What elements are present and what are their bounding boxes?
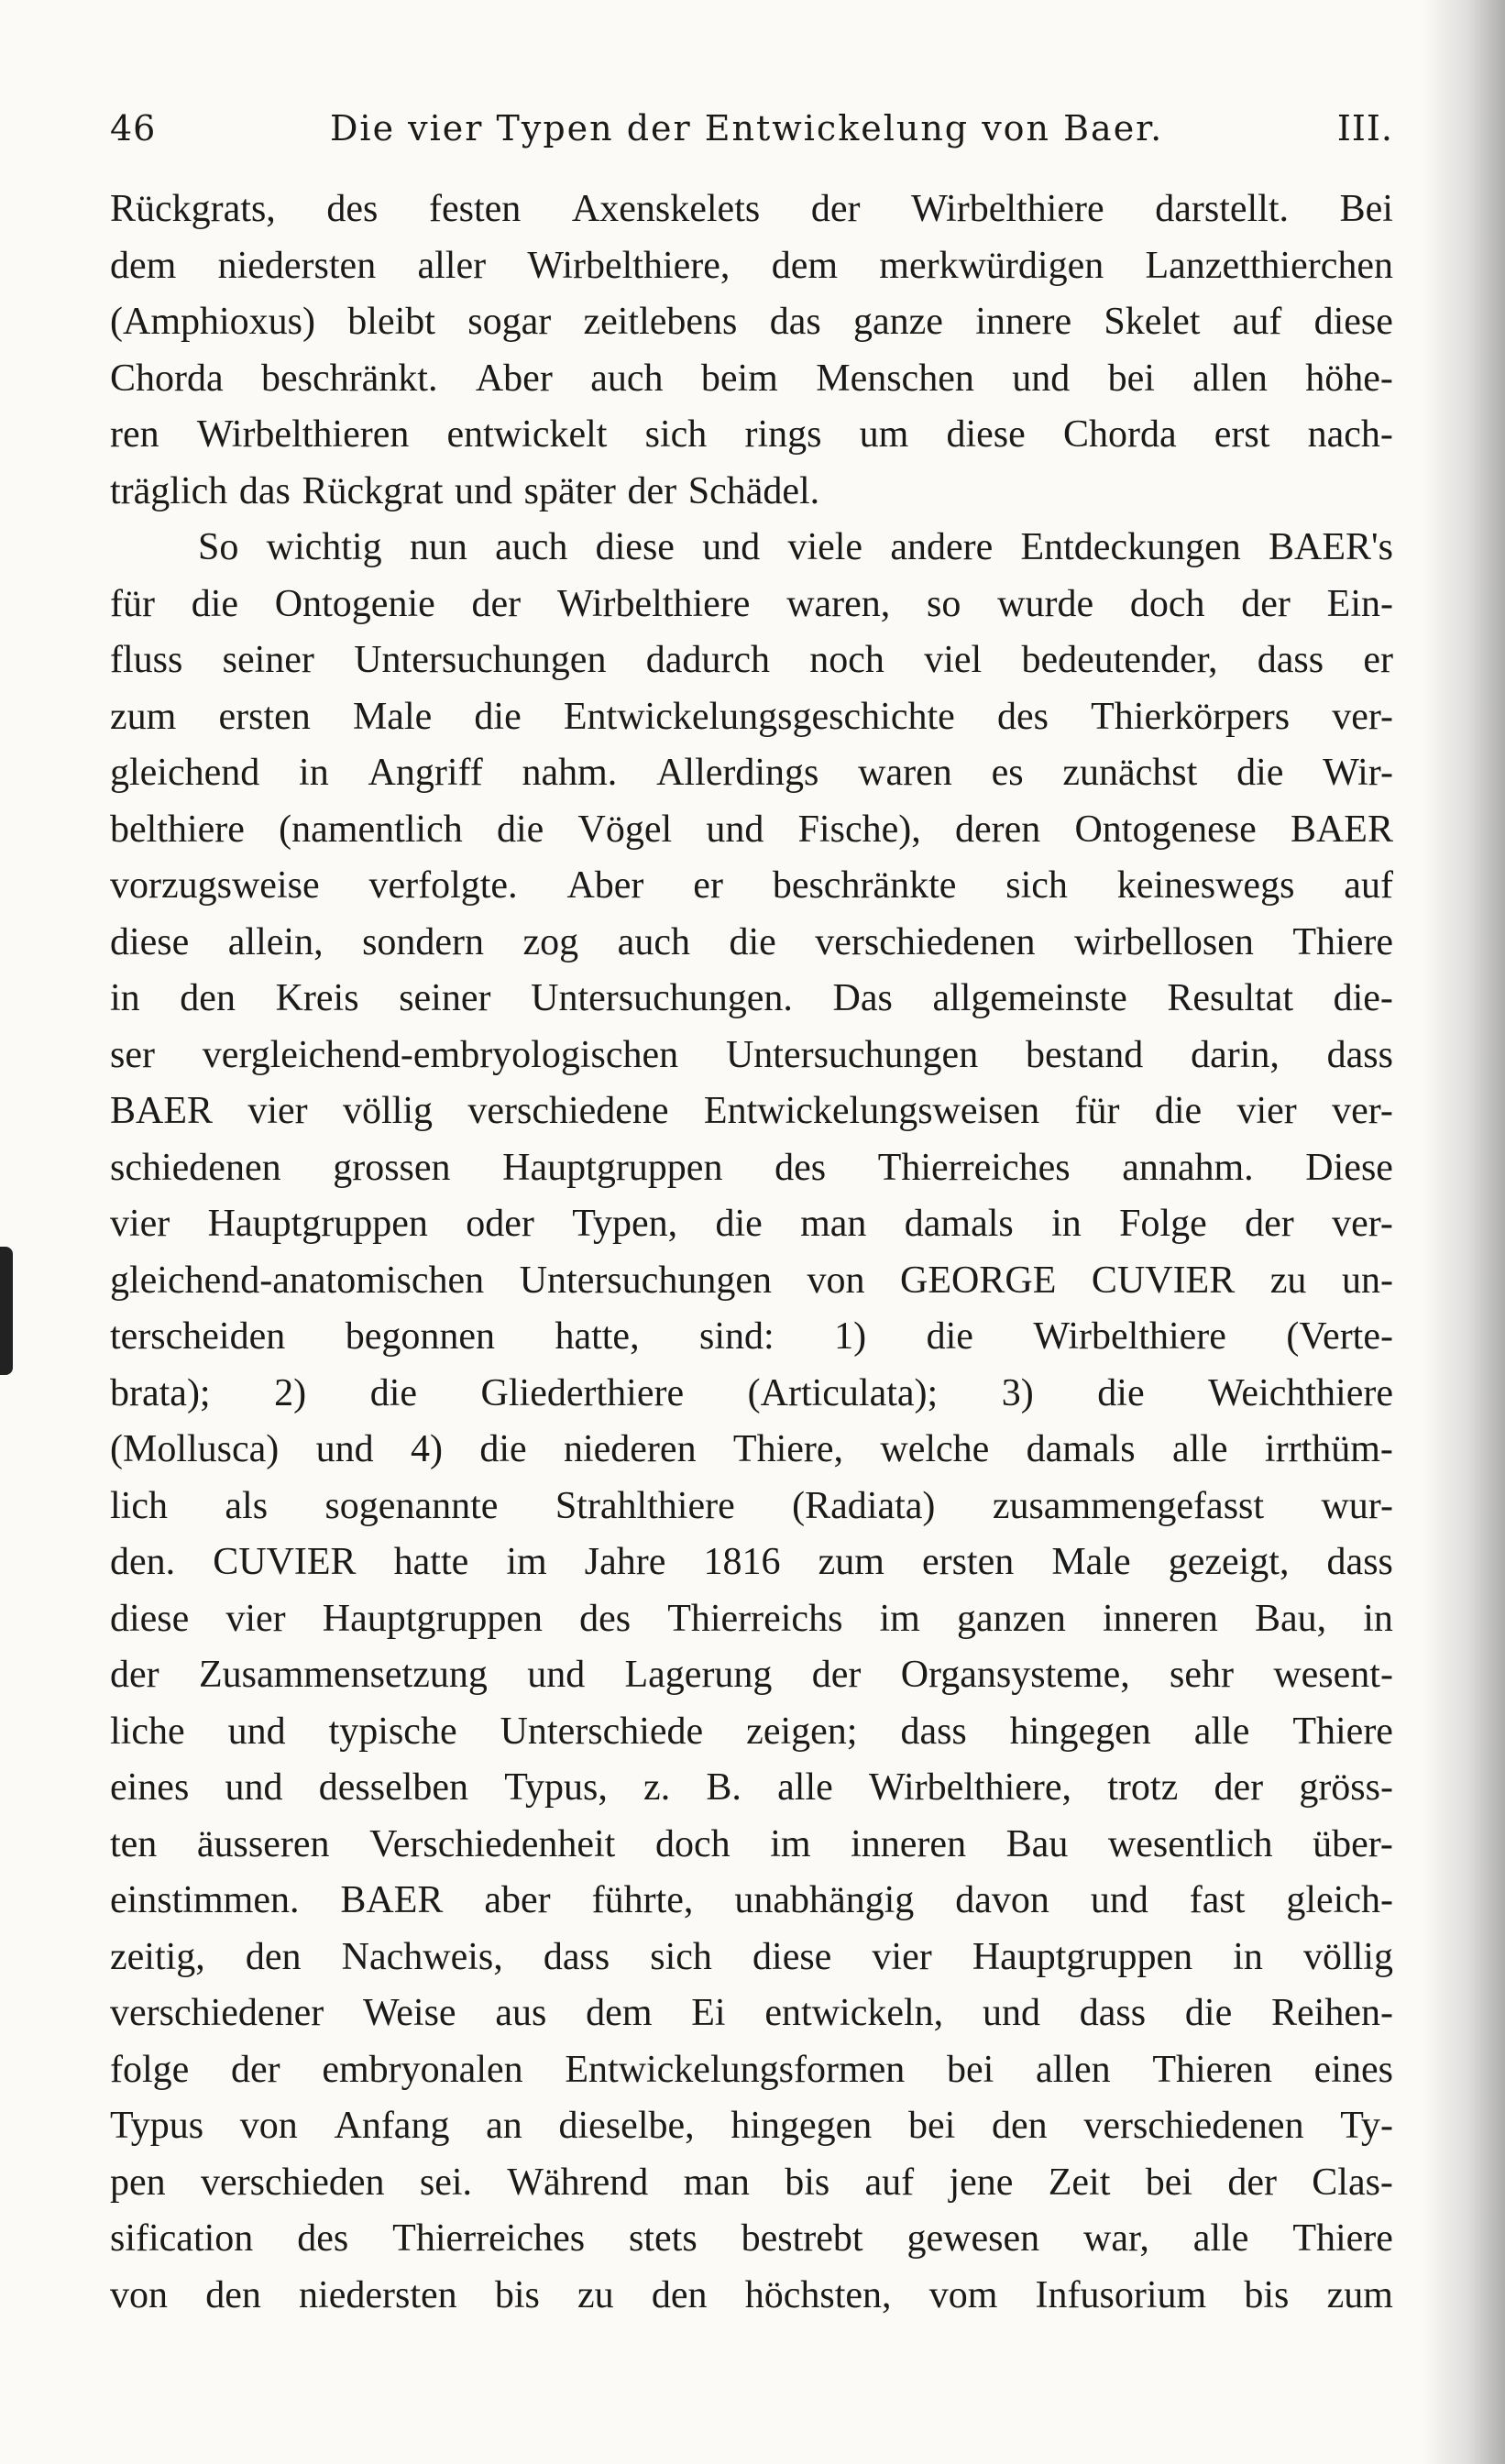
text-line: eines und desselben Typus, z. B. alle Wirbelthiere, trotz der gröss-: [110, 1766, 1393, 1809]
text-line: Rückgrats, des festen Axenskelets der Wirbelthiere darstellt. Bei: [110, 188, 1393, 230]
text-line: sification des Thierreiches stets bestrebt gewesen war, alle Thiere: [110, 2217, 1393, 2260]
text-line: träglich das Rückgrat und später der Schädel.: [110, 469, 820, 512]
text-line: Typus von Anfang an dieselbe, hingegen bei den verschiedenen Ty-: [110, 2105, 1393, 2147]
text-line: in den Kreis seiner Untersuchungen. Das allgemeinste Resultat die-: [110, 977, 1393, 1019]
text-line: diese vier Hauptgruppen des Thierreichs im ganzen inneren Bau, in: [110, 1597, 1393, 1640]
text-line: fluss seiner Untersuchungen dadurch noch viel bedeutender, dass er: [110, 639, 1393, 681]
text-line: (Mollusca) und 4) die niederen Thiere, welche damals alle irrthüm-: [110, 1428, 1393, 1470]
text-line: dem niedersten aller Wirbelthiere, dem merkwürdigen Lanzetthierchen: [110, 244, 1393, 287]
text-line: von den niedersten bis zu den höchsten, vom Infusorium bis zum: [110, 2273, 1393, 2316]
text-line: diese allein, sondern zog auch die verschiedenen wirbellosen Thiere: [110, 920, 1393, 963]
page-number: 46: [110, 108, 157, 148]
text-line: zeitig, den Nachweis, dass sich diese vier Hauptgruppen in völlig: [110, 1935, 1393, 1978]
text-line: brata); 2) die Gliederthiere (Articulata); 3) die Weichthiere: [110, 1371, 1393, 1414]
text-line: belthiere (namentlich die Vögel und Fische), deren Ontogenese BAER: [110, 808, 1393, 851]
text-line: terscheiden begonnen hatte, sind: 1) die Wirbelthiere (Verte-: [110, 1315, 1393, 1358]
text-line: für die Ontogenie der Wirbelthiere waren, so wurde doch der Ein-: [110, 582, 1393, 625]
running-header: [110, 108, 1393, 148]
text-line: ten äusseren Verschiedenheit doch im inneren Bau wesentlich über-: [110, 1822, 1393, 1865]
text-line: vorzugsweise verfolgte. Aber er beschränkte sich keineswegs auf: [110, 864, 1393, 907]
running-title: Die vier Typen der Entwickelung von Baer.: [329, 108, 1164, 148]
text-line: So wichtig nun auch diese und viele andere Entdeckungen BAER's: [198, 526, 1393, 568]
text-line: der Zusammensetzung und Lagerung der Organsysteme, sehr wesent-: [110, 1654, 1393, 1696]
text-line: pen verschieden sei. Während man bis auf jene Zeit bei der Clas-: [110, 2161, 1393, 2204]
text-line: verschiedener Weise aus dem Ei entwickeln, und dass die Reihen-: [110, 1992, 1393, 2034]
chapter-number: III.: [1336, 108, 1393, 148]
page-edge-shadow: [1423, 0, 1505, 2464]
text-line: gleichend in Angriff nahm. Allerdings waren es zunächst die Wir-: [110, 752, 1393, 794]
text-line: gleichend-anatomischen Untersuchungen von GEORGE CUVIER zu un-: [110, 1259, 1393, 1302]
text-line: schiedenen grossen Hauptgruppen des Thierreiches annahm. Diese: [110, 1146, 1393, 1189]
text-line: lich als sogenannte Strahlthiere (Radiata) zusammengefasst wur-: [110, 1484, 1393, 1527]
text-line: liche und typische Unterschiede zeigen; dass hingegen alle Thiere: [110, 1710, 1393, 1753]
text-line: vier Hauptgruppen oder Typen, die man damals in Folge der ver-: [110, 1203, 1393, 1245]
body-text: [110, 182, 1393, 2324]
text-line: ser vergleichend-embryologischen Untersuchungen bestand darin, dass: [110, 1033, 1393, 1076]
text-line: BAER vier völlig verschiedene Entwickelungsweisen für die vier ver-: [110, 1090, 1393, 1132]
text-line: Chorda beschränkt. Aber auch beim Menschen und bei allen höhe-: [110, 357, 1393, 400]
binding-mark: [0, 1247, 13, 1375]
text-line: einstimmen. BAER aber führte, unabhängig davon und fast gleich-: [110, 1879, 1393, 1921]
text-line: ren Wirbelthieren entwickelt sich rings um diese Chorda erst nach-: [110, 413, 1393, 456]
text-line: zum ersten Male die Entwickelungsgeschichte des Thierkörpers ver-: [110, 695, 1393, 738]
text-line: folge der embryonalen Entwickelungsformen bei allen Thieren eines: [110, 2048, 1393, 2091]
text-line: den. CUVIER hatte im Jahre 1816 zum ersten Male gezeigt, dass: [110, 1541, 1393, 1583]
text-line: (Amphioxus) bleibt sogar zeitlebens das ganze innere Skelet auf diese: [110, 301, 1393, 343]
